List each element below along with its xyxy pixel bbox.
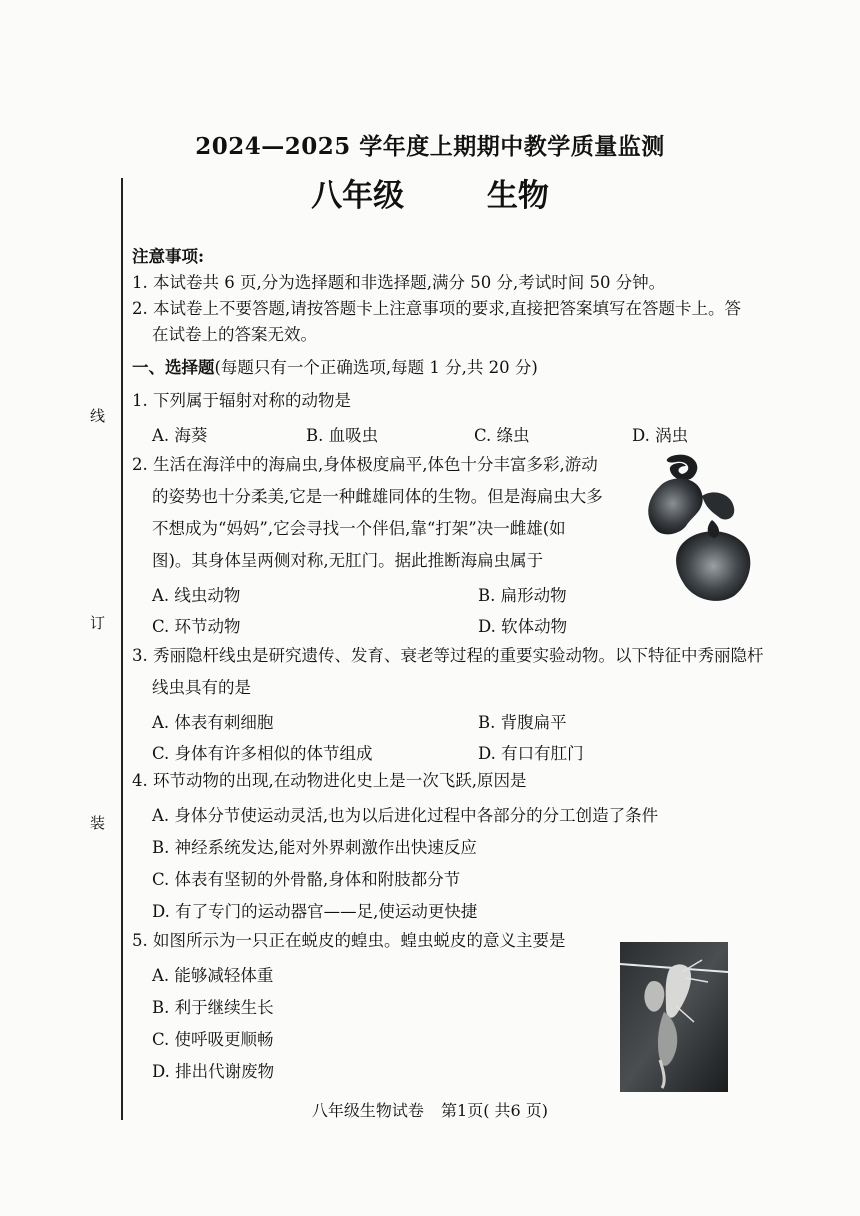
question-5-option-a: A. 能够减轻体重 — [152, 966, 274, 985]
notes-heading: 注意事项: — [132, 247, 205, 266]
question-2-stem-line-4: 图)。其身体呈两侧对称,无肛门。据此推断海扁虫属于 — [152, 551, 544, 570]
binding-mark-bind: 订 — [90, 614, 106, 632]
page-footer — [0, 1098, 860, 1121]
binding-mark-line: 线 — [90, 407, 106, 425]
question-4-option-b: B. 神经系统发达,能对外界刺激作出快速反应 — [152, 838, 477, 857]
question-5-stem: 5. 如图所示为一只正在蜕皮的蝗虫。蝗虫蜕皮的意义主要是 — [132, 931, 566, 950]
question-3-option-b: B. 背腹扁平 — [478, 713, 567, 732]
question-3-option-a: A. 体表有刺细胞 — [152, 713, 274, 732]
question-3-stem-line-1: 3. 秀丽隐杆线虫是研究遗传、发育、衰老等过程的重要实验动物。以下特征中秀丽隐杆 — [132, 646, 764, 665]
notes-item-2-line-2: 在试卷上的答案无效。 — [152, 325, 317, 344]
question-1-option-c: C. 绦虫 — [474, 426, 530, 445]
question-1-option-a: A. 海葵 — [152, 426, 208, 445]
question-1-stem: 1. 下列属于辐射对称的动物是 — [132, 391, 351, 410]
molting-locust-figure — [620, 942, 728, 1092]
question-4-option-c: C. 体表有坚韧的外骨骼,身体和附肢都分节 — [152, 870, 461, 889]
footer-exam-name: 八年级生物试卷 — [311, 1101, 424, 1120]
question-5-option-c: C. 使呼吸更顺畅 — [152, 1030, 274, 1049]
question-5-option-b: B. 利于继续生长 — [152, 998, 274, 1017]
section-heading — [132, 357, 538, 379]
question-5-option-d: D. 排出代谢废物 — [152, 1062, 275, 1081]
flatworm-figure — [642, 452, 754, 604]
question-2-option-c: C. 环节动物 — [152, 617, 241, 636]
question-2-option-a: A. 线虫动物 — [152, 586, 241, 605]
question-3-option-c: C. 身体有许多相似的体节组成 — [152, 744, 373, 763]
question-3-option-d: D. 有口有肛门 — [478, 744, 584, 763]
grade-subject — [0, 170, 860, 215]
grade-label: 八年级 — [311, 178, 405, 214]
binding-line — [121, 178, 123, 1120]
question-2-option-d: D. 软体动物 — [478, 617, 568, 636]
exam-title: 2024—2025 学年度上期期中教学质量监测 — [195, 133, 665, 160]
question-2-option-b: B. 扁形动物 — [478, 586, 567, 605]
question-4-stem: 4. 环节动物的出现,在动物进化史上是一次飞跃,原因是 — [132, 771, 527, 790]
binding-mark-pack: 装 — [90, 814, 106, 832]
question-3-stem-line-2: 线虫具有的是 — [152, 678, 251, 697]
section-title: 一、选择题 — [132, 358, 215, 377]
notes-item-2-line-1: 2. 本试卷上不要答题,请按答题卡上注意事项的要求,直接把答案填写在答题卡上。答 — [132, 299, 741, 318]
question-2-stem-line-1: 2. 生活在海洋中的海扁虫,身体极度扁平,体色十分丰富多彩,游动 — [132, 455, 598, 474]
question-1-option-b: B. 血吸虫 — [306, 426, 379, 445]
notes-item-1: 1. 本试卷共 6 页,分为选择题和非选择题,满分 50 分,考试时间 50 分钟。 — [132, 273, 666, 292]
section-instruction: (每题只有一个正确选项,每题 1 分,共 20 分) — [214, 358, 538, 377]
question-2-stem-line-3: 不想成为“妈妈”,它会寻找一个伴侣,靠“打架”决一雌雄(如 — [152, 519, 566, 538]
subject-label: 生物 — [486, 178, 549, 214]
question-2-stem-line-2: 的姿势也十分柔美,它是一种雌雄同体的生物。但是海扁虫大多 — [152, 487, 603, 506]
question-4-option-d: D. 有了专门的运动器官——足,使运动更快捷 — [152, 902, 478, 921]
question-4-option-a: A. 身体分节使运动灵活,也为以后进化过程中各部分的分工创造了条件 — [152, 806, 659, 825]
question-1-option-d: D. 涡虫 — [632, 426, 689, 445]
footer-page-number: 第1页( 共6 页) — [441, 1101, 549, 1120]
